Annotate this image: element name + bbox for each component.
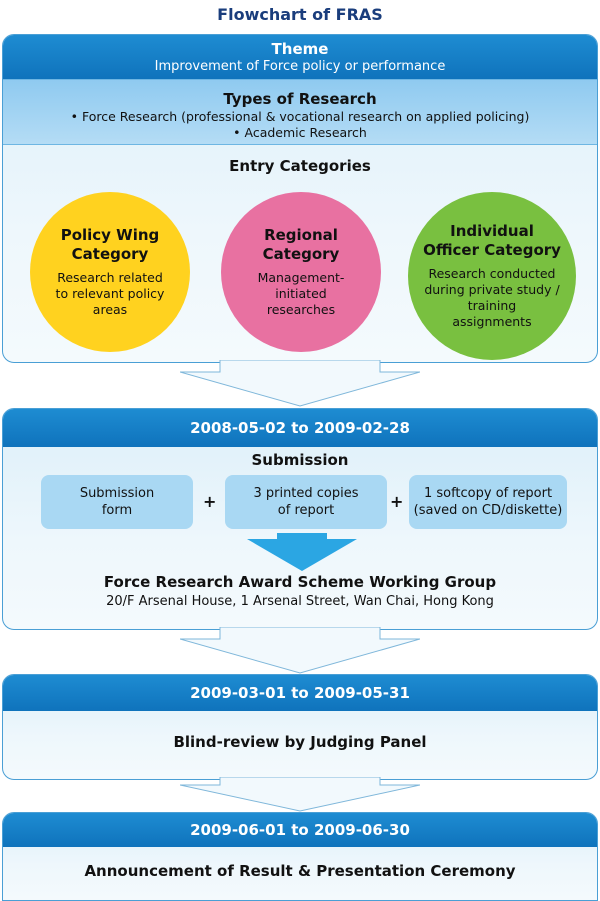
category-description: Management- initiated researches	[257, 270, 345, 317]
flow-arrow-down-icon	[180, 777, 420, 813]
submission-arrow-down-icon	[247, 533, 357, 573]
category-title: Regional Category	[262, 226, 340, 263]
announcement-text: Announcement of Result & Presentation Ceremony	[84, 862, 516, 880]
entry-categories-heading: Entry Categories	[229, 157, 371, 175]
category-description: Research conducted during private study / training assignments	[424, 266, 560, 329]
stage2-date-header: 2009-03-01 to 2009-05-31	[3, 675, 597, 711]
plus-sign: +	[390, 492, 404, 511]
category-circle-individual-officer	[408, 192, 576, 360]
softcopy-box: 1 softcopy of report (saved on CD/diskette)	[409, 475, 567, 529]
theme-panel	[2, 34, 598, 363]
printed-copies-box: 3 printed copies of report	[225, 475, 387, 529]
theme-text: Improvement of Force policy or performance	[154, 59, 446, 74]
research-type-item: • Force Research (professional & vocational research on applied policing)	[70, 109, 530, 124]
category-description: Research related to relevant policy areas	[55, 270, 165, 317]
working-group-name: Force Research Award Scheme Working Group	[103, 573, 497, 591]
category-title: Individual Officer Category	[423, 222, 561, 259]
working-group-address: 20/F Arsenal House, 1 Arsenal Street, Wan Chai, Hong Kong	[106, 594, 494, 609]
research-types-heading: Types of Research	[223, 90, 377, 108]
flow-arrow-down-icon	[180, 360, 420, 408]
flow-arrow-down-icon	[180, 627, 420, 675]
page-title: Flowchart of FRAS	[217, 5, 383, 24]
theme-header	[3, 35, 597, 79]
research-types-band	[3, 79, 597, 145]
announcement-panel	[2, 812, 598, 901]
stage3-date-header: 2009-06-01 to 2009-06-30	[3, 813, 597, 847]
category-circle-policy-wing	[30, 192, 190, 352]
category-circle-regional	[221, 192, 381, 352]
category-title: Policy Wing Category	[60, 226, 160, 263]
plus-sign: +	[203, 492, 217, 511]
stage1-date-header: 2008-05-02 to 2009-02-28	[3, 409, 597, 447]
submission-panel	[2, 408, 598, 630]
submission-form-box: Submission form	[41, 475, 193, 529]
blind-review-text: Blind-review by Judging Panel	[173, 733, 427, 751]
review-panel	[2, 674, 598, 780]
research-type-item: • Academic Research	[233, 125, 367, 140]
submission-heading: Submission	[251, 451, 349, 469]
theme-heading: Theme	[271, 40, 329, 58]
